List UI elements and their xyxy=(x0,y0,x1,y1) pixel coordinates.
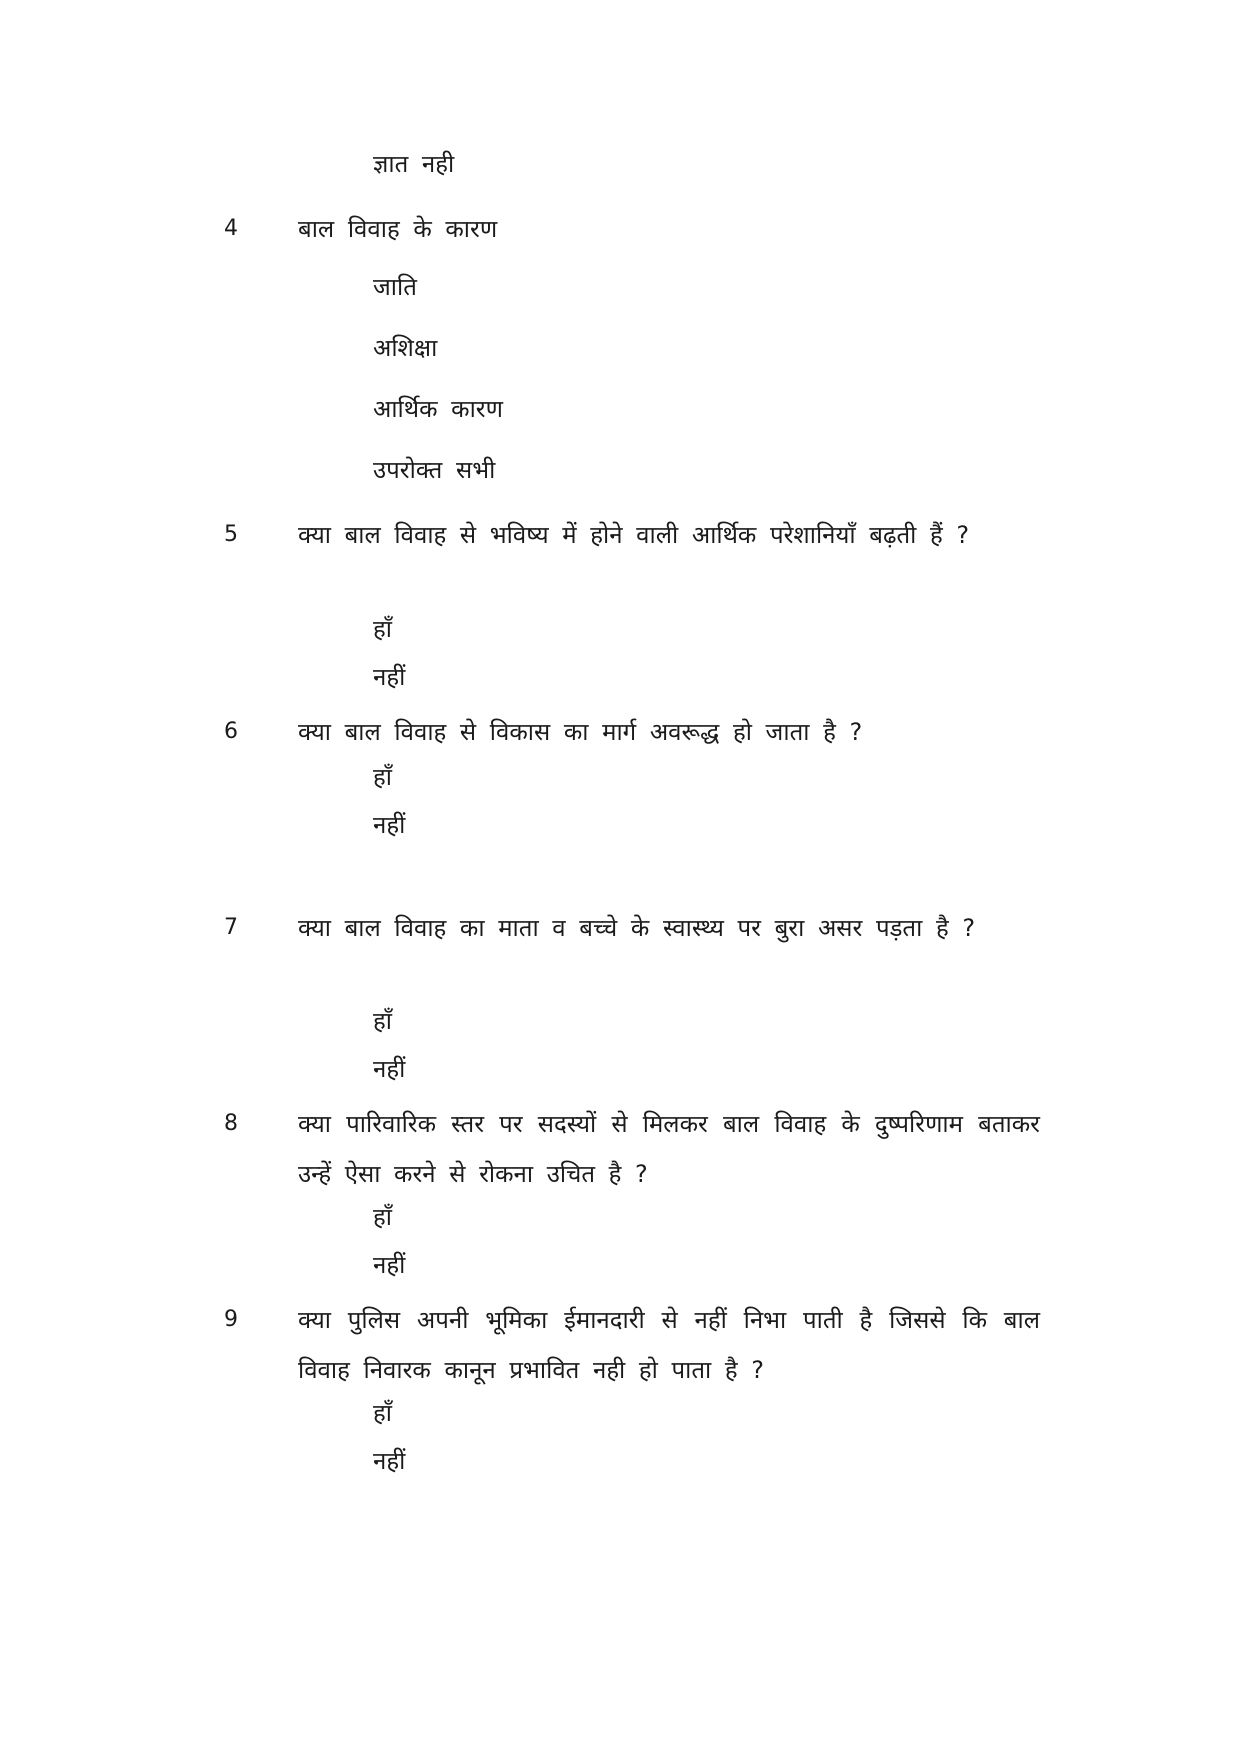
option-text: नहीं xyxy=(373,1447,406,1475)
option-text: हाँ xyxy=(373,1399,392,1427)
option-text: जाति xyxy=(373,273,417,301)
option-text: ज्ञात नही xyxy=(373,150,455,178)
question-text: क्या बाल विवाह से विकास का मार्ग अवरूद्ध हो जाता है ? xyxy=(298,718,863,746)
question-number: 6 xyxy=(224,719,238,744)
option-text: आर्थिक कारण xyxy=(373,395,503,423)
option-text: अशिक्षा xyxy=(373,334,438,362)
question-text: बाल विवाह के कारण xyxy=(298,215,498,243)
option-text: हाँ xyxy=(373,1007,392,1035)
option-text: नहीं xyxy=(373,811,406,839)
option-text: उपरोक्त सभी xyxy=(373,456,496,484)
question-number: 7 xyxy=(224,915,238,940)
question-text: क्या बाल विवाह से भविष्य में होने वाली आर्थिक परेशानियाँ बढ़ती हैं ? xyxy=(298,521,970,549)
option-text: हाँ xyxy=(373,1203,392,1231)
option-text: नहीं xyxy=(373,663,406,691)
option-text: हाँ xyxy=(373,763,392,791)
option-text: हाँ xyxy=(373,615,392,643)
question-number: 9 xyxy=(224,1307,238,1332)
option-text: नहीं xyxy=(373,1055,406,1083)
question-text: क्या बाल विवाह का माता व बच्चे के स्वास्थ्य पर बुरा असर पड़ता है ? xyxy=(298,914,976,942)
option-text: नहीं xyxy=(373,1251,406,1279)
question-text: क्या पारिवारिक स्तर पर सदस्यों से मिलकर बाल विवाह के दुष्परिणाम बताकर उन्हें ऐसा करने से रोकना उचित है ? xyxy=(298,1110,1040,1188)
question-number: 8 xyxy=(224,1111,238,1136)
question-text: क्या पुलिस अपनी भूमिका ईमानदारी से नहीं निभा पाती है जिससे कि बाल विवाह निवारक कानून प्रभावित नही हो पाता है ? xyxy=(298,1306,1040,1384)
question-number: 4 xyxy=(224,216,238,241)
question-number: 5 xyxy=(224,522,238,547)
